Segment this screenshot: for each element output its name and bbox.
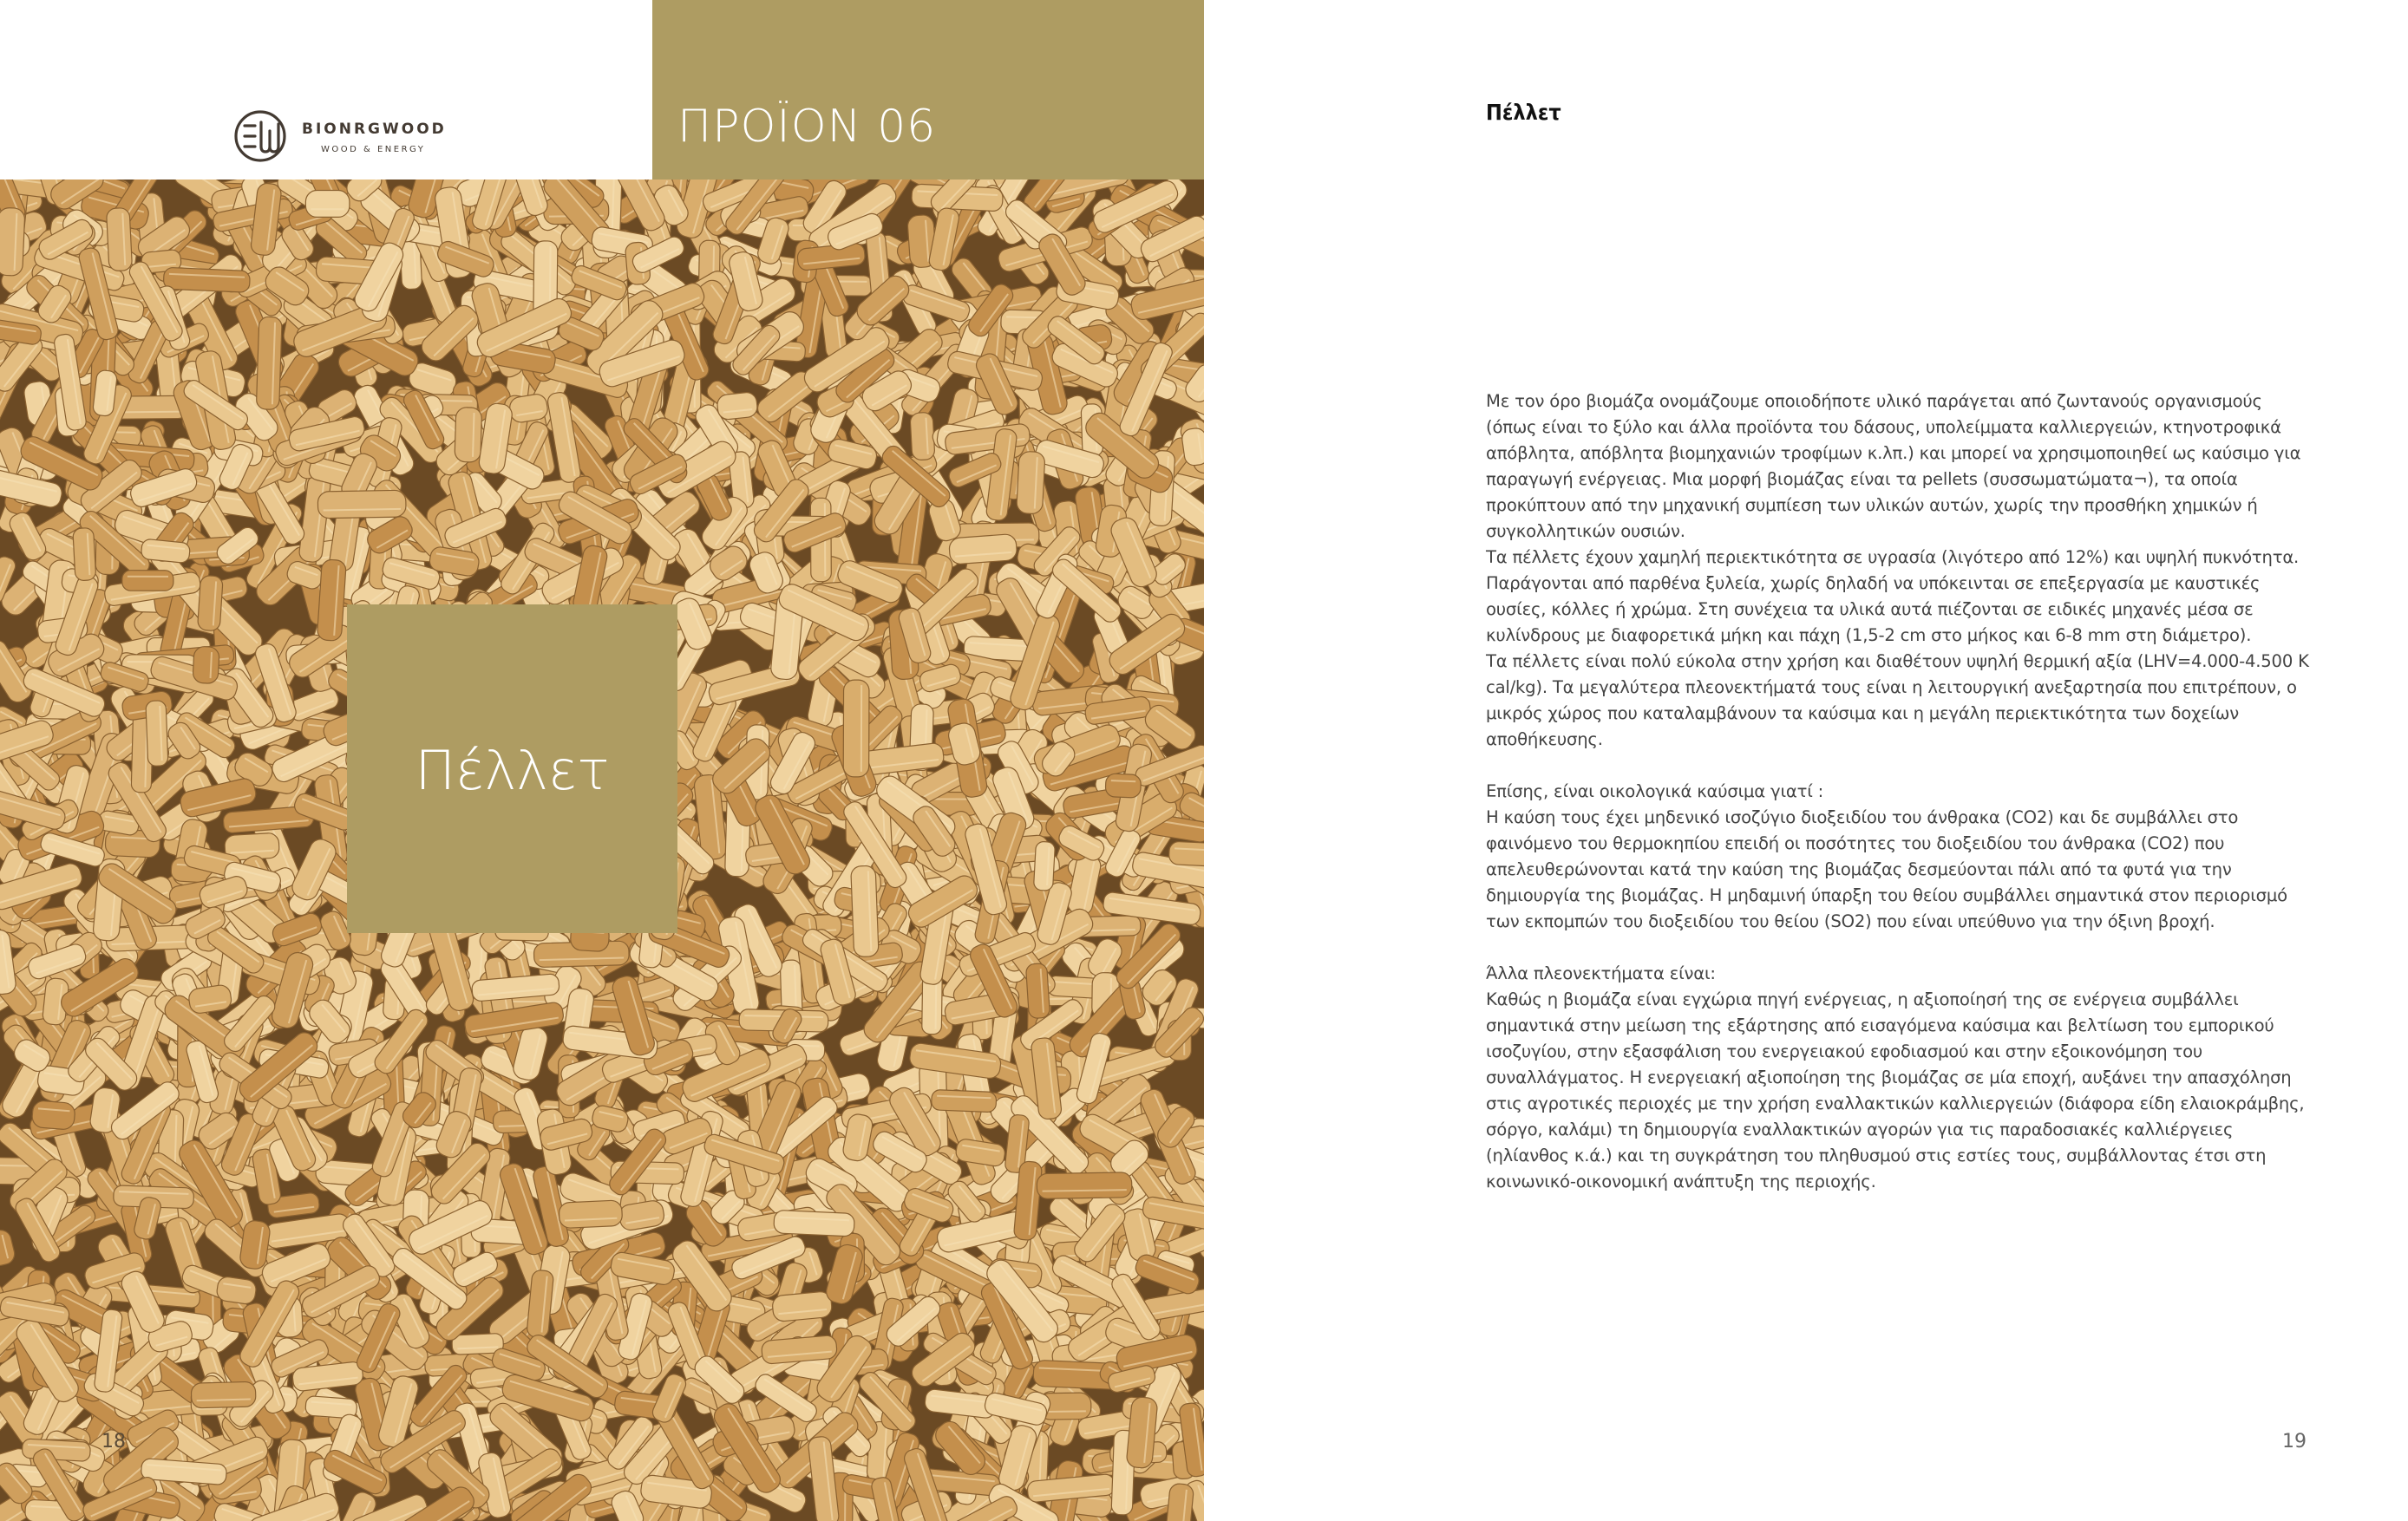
body-text [1486, 388, 2310, 1195]
paragraph-biomass-definition: Με τον όρο βιομάζα ονομάζουμε οποιοδήποτε υλικό παράγεται από ζωντανούς οργανισμούς (όπως είναι το ξύλο και άλλα προϊόντα του δάσους, υπολείμματα καλλιεργειών, κτηνοτροφικά απόβλητα, απόβλητα βιομηχανιών τροφίμων κ.λπ.) και μπορεί να χρησιμοποιηθεί ως καύσιμο για παραγωγή ενέργειας. Μια μορφή βιομάζας είναι τα pellets (συσσωματώματα¬), τα οποία προκύπτουν από την μηχανική συμπίεση των υλικών αυτών, χωρίς την προσθήκη χημικών ή συγκολλητικών ουσιών. [1486, 391, 2301, 541]
company-logo [232, 108, 493, 169]
title-box-label: Πέλλετ [415, 739, 610, 802]
logo-tagline: WOOD & ENERGY [321, 145, 426, 154]
product-number: ΠΡΟΪΟΝ 06 [677, 101, 937, 153]
logo-mark-icon [232, 108, 288, 164]
paragraph-ecological-intro: Επίσης, είναι οικολογικά καύσιμα γιατί : [1486, 781, 1824, 801]
page-number-left: 18 [101, 1431, 126, 1452]
logo-wordmark: ΒΙΟΝRGWOOD [302, 121, 447, 138]
paragraph-pellet-properties: Τα πέλλετς έχουν χαμηλή περιεκτικότητα σε υγρασία (λιγότερο από 12%) και υψηλή πυκνότητα. Παράγονται από παρθένα ξυλεία, χωρίς δηλαδή να υπόκεινται σε επεξεργασία με καυστικές ουσίες, κόλλες ή χρώμα. Στη συνέχεια τα υλικά αυτά πιέζονται σε ειδικές μηχανές μέσα σε κυλίνδρους με διαφορετικά μήκη και πάχη (1,5-2 cm στο μήκος και 6-8 mm στη διάμετρο). [1486, 547, 2300, 645]
paragraph-other-advantages-details: Καθώς η βιομάζα είναι εγχώρια πηγή ενέργειας, η αξιοποίησή της σε ενέργεια συμβάλλει σημαντικά στην μείωση της εξάρτησης από εισαγόμενα καύσιμα και βελτίωση του εμπορικού ισοζυγίου, στην εξασφάλιση του ενεργειακού εφοδιασμού και στην εξοικονόμηση του συναλλάγματος. Η ενεργειακή αξιοποίηση της βιομάζας σε μία εποχή, αυξάνει την απασχόληση στις αγροτικές περιοχές με την χρήση εναλλακτικών καλλιεργειών (διάφορα είδη ελαιοκράμβης, σόργο, καλάμι) τη δημιουργία εναλλακτικών αγορών για τις παραδοσιακές καλλιέργειες (ηλίανθος κ.ά.) και τη συγκράτηση του πληθυσμού στις εστίες τους, συμβάλλοντας έτσι στη κοινωνικό-οικονομική ανάπτυξη της περιοχής. [1486, 989, 2305, 1191]
section-heading: Πέλλετ [1486, 100, 1561, 125]
paragraph-spacer [1486, 753, 2310, 779]
paragraph-ecological-details: Η καύση τους έχει μηδενικό ισοζύγιο διοξειδίου του άνθρακα (CO2) και δε συμβάλλει στο φαινόμενο του θερμοκηπίου επειδή οι ποσότητες του διοξειδίου του άνθρακα (CO2) που απελευθερώνονται κατά την καύση της βιομάζας δεσμεύονται πάλι από τα φυτά για την δημιουργία της βιομάζας. Η μηδαμινή ύπαρξη του θείου συμβάλλει σημαντικά στον περιορισμό των εκπομπών του διοξειδίου του θείου (SO2) που είναι υπεύθυνο για την όξινη βροχή. [1486, 807, 2287, 931]
paragraph-pellet-advantages: Τα πέλλετς είναι πολύ εύκολα στην χρήση και διαθέτουν υψηλή θερμική αξία (LHV=4.000-4.500 K cal/kg). Τα μεγαλύτερα πλεονεκτήματά τους είναι η λειτουργική ανεξαρτησία που επιτρέπουν, ο μικρός χώρος που καταλαμβάνουν τα καύσιμα και η μεγάλη περιεκτικότητα των δοχείων αποθήκευσης. [1486, 651, 2309, 749]
paragraph-spacer [1486, 935, 2310, 961]
page-number-right: 19 [2282, 1431, 2307, 1452]
right-page [1204, 0, 2408, 1521]
paragraph-other-advantages-intro: Άλλα πλεονεκτήματα είναι: [1486, 963, 1716, 983]
title-box [347, 604, 677, 933]
